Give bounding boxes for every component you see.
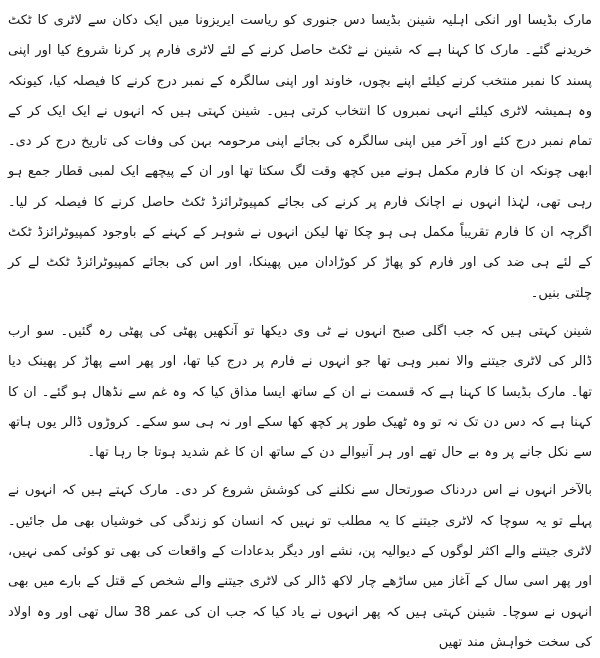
article-paragraph-2: شینن کہتی ہیں کہ جب اگلی صبح انہوں نے ٹی وی دیکھا تو آنکھیں پھٹی کی پھٹی رہ گئیں۔ سو ارب ڈالر کی لاٹری جیتنے والا نمبر وہی تھا جو انہوں نے فارم پر درج کیا تھا، اور پھر اسے پھاڑ کر پھینک دیا تھا۔ مارک بڈیسا کا کہنا ہے کہ قسمت نے ان کے ساتھ ایسا مذاق کیا کہ وہ غم سے نڈھال ہو گئے۔ ان کا کہنا ہے کہ دس دن تک نہ تو وہ ٹھیک طور پر کچھ کھا سکے اور نہ ہی سو سکے۔ کروڑوں ڈالر یوں ہاتھ سے نکل جانے پر وہ بے حال تھے اور ہر آنیوالے دن کے ساتھ ان کا غم شدید ہوتا جا رہا تھا۔ — [8, 323, 592, 461]
article-paragraph-1: مارک بڈیسا اور انکی اہلیہ شینن بڈیسا دس جنوری کو ریاست ایریزونا میں ایک دکان سے لاٹری کا ٹکٹ خریدنے گئے۔ مارک کا کہنا ہے کہ شینن نے ٹکٹ حاصل کرنے کے لئے لاٹری فارم پر کرنا شروع کیا اور اپنی پسند کا نمبر منتخب کرنے کیلئے اپنے بچوں، خاوند اور اپنی سالگرہ کے نمبر درج کرنے کا فیصلہ کیا، کیونکہ وہ ہمیشہ لاٹری کیلئے انہی نمبروں کا انتخاب کرتی ہیں۔ شینن کہتی ہیں کہ انہوں نے ایک ایک کر کے تمام نمبر درج کئے اور آخر میں اپنی سالگرہ کی بجائے اپنی مرحومہ بہن کی وفات کی تاریخ درج کر دی۔ ابھی چونکہ ان کا فارم مکمل ہونے میں کچھ وقت لگ سکتا تھا اور ان کے پیچھے ایک لمبی قطار جمع ہو رہی تھی، لہٰذا انہوں نے اچانک فارم پر کرنے کی بجائے کمپیوٹرائزڈ ٹکٹ حاصل کرنے کا فیصلہ کر لیا۔ اگرچہ ان کا فارم تقریباً مکمل ہی ہو چکا تھا لیکن انہوں نے شوہر کے کہنے کے باوجود کمپیوٹرائزڈ ٹکٹ کے لئے ہی ضد کی اور فارم کو پھاڑ کر کوڑادان میں پھینکا، اور اس کی بجائے کمپیوٹرائزڈ ٹکٹ لے کر چلتی بنیں۔ — [8, 13, 592, 301]
article-paragraph-3: بالآخر انہوں نے اس دردناک صورتحال سے نکلنے کی کوشش شروع کر دی۔ مارک کہتے ہیں کہ انہوں نے پہلے تو یہ سوچا کہ لاٹری جیتنے کا یہ مطلب تو نہیں کہ انسان کو زندگی کی خوشیاں بھی مل جائیں۔ لاٹری جیتنے والے اکثر لوگوں کے دیوالیہ پن، نشے اور دیگر بدعادات کے واقعات کی بھی تو کوئی کمی نہیں، اور پھر اسی سال کے آغاز میں ساڑھے چار لاکھ ڈالر کی لاٹری جیتنے والے شخص کے قتل کے بارے میں بھی انہوں نے سوچا۔ شینن کہتی ہیں کہ پھر انہوں نے یاد کیا کہ جب ان کی عمر 38 سال تھی اور وہ اولاد کی سخت خواہش مند تھیں — [8, 483, 592, 650]
article-body — [8, 6, 592, 650]
